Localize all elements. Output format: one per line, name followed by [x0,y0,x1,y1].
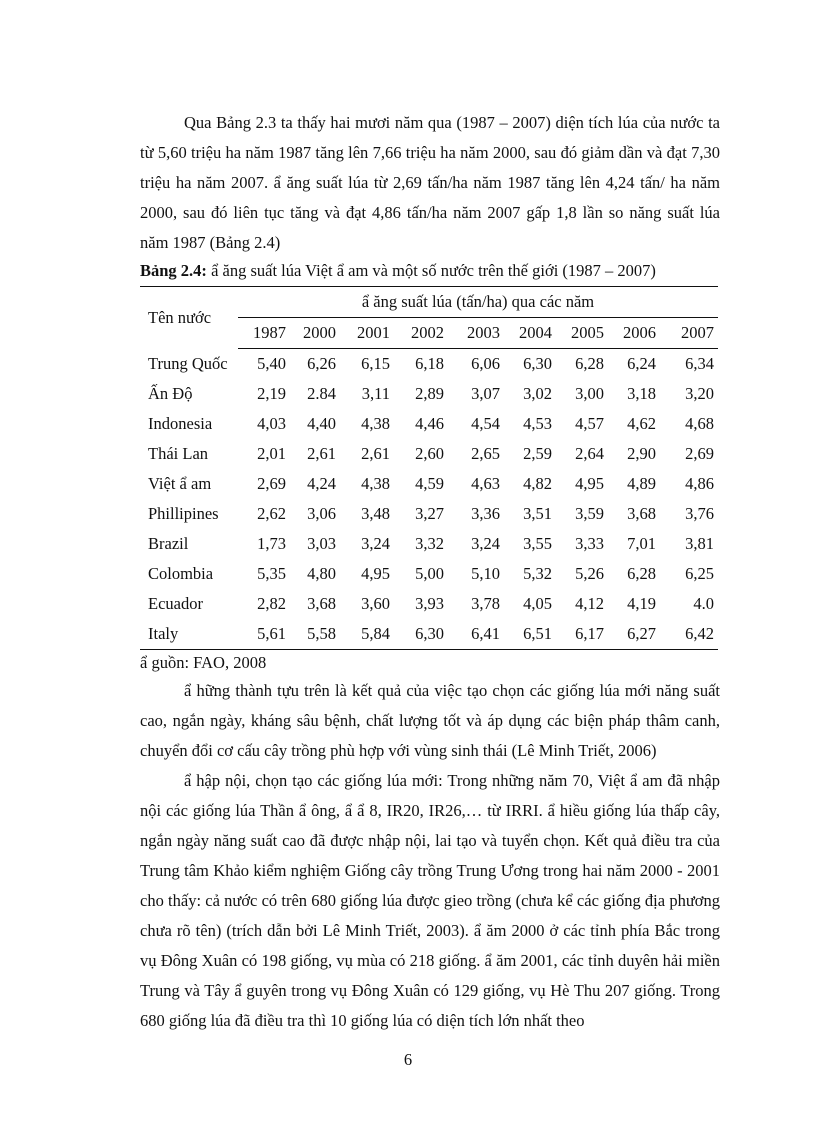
yield-cell: 2,61 [361,444,390,463]
yield-cell: 4,40 [307,414,336,433]
yield-cell: 3,20 [685,384,714,403]
table-row [140,499,718,529]
country-cell: Colombia [148,564,214,583]
yield-cell: 4,53 [523,414,552,433]
yield-cell: 4,62 [627,414,656,433]
yield-cell: 6,41 [448,619,504,650]
yield-cell: 6,28 [575,354,604,373]
yield-cell: 2,90 [627,444,656,463]
yield-cell: 3,06 [307,504,336,523]
yield-cell: 4,82 [523,474,552,493]
yield-cell: 6,18 [415,354,444,373]
yield-cell: 3,81 [685,534,714,553]
yield-cell: 3,55 [523,534,552,553]
table-row [140,409,718,439]
yield-cell: 6,17 [556,619,608,650]
yield-cell: 2,69 [685,444,714,463]
yield-cell: 2,82 [257,594,286,613]
table-row [140,439,718,469]
yield-cell: 4,59 [415,474,444,493]
country-cell: Thái Lan [148,444,209,463]
yield-cell: 3,68 [307,594,336,613]
yield-cell: 3,93 [415,594,444,613]
year-header: 2003 [448,318,504,349]
yield-cell: 4,38 [361,414,390,433]
yield-cell: 6,24 [627,354,656,373]
yield-cell: 4,38 [361,474,390,493]
table-source: ẩ guồn: FAO, 2008 [140,653,267,672]
yield-cell: 3,02 [523,384,552,403]
yield-cell: 3,36 [471,504,500,523]
yield-cell: 5,32 [523,564,552,583]
yield-cell: 2,60 [415,444,444,463]
page-body [140,108,720,1036]
yield-cell: 4,57 [575,414,604,433]
yield-cell: 4.0 [693,594,714,613]
table-caption-label: Bảng 2.4: [140,261,207,280]
yield-cell: 3,48 [361,504,390,523]
yield-cell: 5,26 [575,564,604,583]
yield-cell: 4,19 [627,594,656,613]
year-header: 2005 [556,318,608,349]
yield-cell: 5,40 [257,354,286,373]
table-row [140,619,718,650]
yield-table [140,286,718,650]
year-header: 2000 [290,318,340,349]
table-caption-text: ẩ ăng suất lúa Việt ẩ am và một số nước trên thế giới (1987 – 2007) [206,261,656,280]
yield-cell: 5,10 [471,564,500,583]
table-row [140,559,718,589]
yield-cell: 2,61 [307,444,336,463]
country-cell: Indonesia [148,414,213,433]
country-cell: Việt ẩ am [148,474,212,493]
yield-cell: 2,64 [575,444,604,463]
yield-cell: 4,89 [627,474,656,493]
year-header: 2007 [660,318,718,349]
table-caption [140,258,720,284]
yield-cell: 6,27 [608,619,660,650]
country-cell: Phillipines [148,504,219,523]
yield-cell: 1,73 [257,534,286,553]
yield-cell: 3,00 [575,384,604,403]
yield-cell: 3,76 [685,504,714,523]
yield-cell: 3,24 [471,534,500,553]
year-header: 1987 [238,318,290,349]
yield-cell: 3,68 [627,504,656,523]
paragraph-import: ẩ hập nội, chọn tạo các giống lúa mới: Trong những năm 70, Việt ẩ am đã nhập nội các giống lúa Thần ẩ ông, ẩ ẩ 8, IR20, IR26,… từ IRRI. ẩ hiều giống lúa thấp cây, ngắn ngày năng suất cao đã được nhập nội, lai tạo và tuyển chọn. Kết quả điều tra của Trung tâm Khảo kiểm nghiệm Giống cây trồng Trung Ương trong hai năm 2000 - 2001 cho thấy: cả nước có trên 680 giống lúa được gieo trồng (chưa kể các giống địa phương chưa rõ tên) (trích dẫn bởi Lê Minh Triết, 2003). ẩ ăm 2000 ở các tỉnh phía Bắc trong vụ Đông Xuân có 198 giống, vụ mùa có 218 giống. ẩ ăm 2001, các tỉnh duyên hải miền Trung và Tây ẩ guyên trong vụ Đông Xuân có 129 giống, vụ Hè Thu 207 giống. Trong 680 giống lúa đã điều tra thì 10 giống lúa có diện tích lớn nhất theo [140,771,720,1030]
yield-cell: 3,11 [361,384,390,403]
yield-cell: 3,51 [523,504,552,523]
yield-cell: 5,00 [415,564,444,583]
yield-cell: 5,58 [290,619,340,650]
yield-cell: 4,80 [307,564,336,583]
country-cell: Ấn Độ [148,384,193,403]
yield-cell: 2,19 [257,384,286,403]
yield-cell: 4,95 [361,564,390,583]
yield-cell: 3,03 [307,534,336,553]
yield-cell: 3,24 [361,534,390,553]
yield-cell: 2,01 [257,444,286,463]
yield-cell: 6,30 [394,619,448,650]
column-header-country: Tên nước [140,287,238,349]
column-header-group: ẩ ăng suất lúa (tấn/ha) qua các năm [238,287,718,318]
year-header: 2006 [608,318,660,349]
yield-cell: 3,33 [575,534,604,553]
yield-cell: 3,78 [471,594,500,613]
table-row [140,379,718,409]
year-header: 2001 [340,318,394,349]
table-row [140,529,718,559]
country-cell: Brazil [148,534,189,553]
yield-cell: 6,51 [504,619,556,650]
yield-cell: 4,63 [471,474,500,493]
table-header-row [140,287,718,318]
table-body [140,349,718,650]
yield-cell: 4,03 [257,414,286,433]
yield-cell: 4,05 [523,594,552,613]
yield-cell: 6,28 [627,564,656,583]
paragraph-achievements: ẩ hững thành tựu trên là kết quả của việc tạo chọn các giống lúa mới năng suất cao, ngắn ngày, kháng sâu bệnh, chất lượng tốt và áp dụng các biện pháp thâm canh, chuyển đổi cơ cấu cây trồng phù hợp với vùng sinh thái (Lê Minh Triết, 2006) [140,681,720,760]
year-header: 2004 [504,318,556,349]
yield-cell: 3,18 [627,384,656,403]
yield-cell: 4,95 [575,474,604,493]
yield-cell: 2,62 [257,504,286,523]
yield-cell: 4,68 [685,414,714,433]
yield-cell: 2,65 [471,444,500,463]
yield-cell: 6,26 [307,354,336,373]
yield-cell: 4,86 [685,474,714,493]
yield-cell: 3,59 [575,504,604,523]
yield-cell: 6,06 [471,354,500,373]
yield-cell: 5,35 [257,564,286,583]
yield-cell: 5,61 [238,619,290,650]
country-cell: Italy [140,619,238,650]
table-row [140,349,718,380]
yield-cell: 5,84 [340,619,394,650]
yield-cell: 2,59 [523,444,552,463]
yield-cell: 3,60 [361,594,390,613]
yield-cell: 3,27 [415,504,444,523]
paragraph-intro: Qua Bảng 2.3 ta thấy hai mươi năm qua (1987 – 2007) diện tích lúa của nước ta từ 5,60 triệu ha năm 1987 tăng lên 7,66 triệu ha năm 2000, sau đó giảm dần và đạt 7,30 triệu ha năm 2007. ẩ ăng suất lúa từ 2,69 tấn/ha năm 1987 tăng lên 4,24 tấn/ ha năm 2000, sau đó liên tục tăng và đạt 4,86 tấn/ha năm 2007 gấp 1,8 lần so năng suất lúa năm 1987 (Bảng 2.4) [140,113,720,252]
table-row [140,589,718,619]
yield-cell: 2.84 [307,384,336,403]
page-number: 6 [403,1050,413,1069]
yield-cell: 4,54 [471,414,500,433]
yield-cell: 6,42 [660,619,718,650]
yield-cell: 7,01 [627,534,656,553]
yield-cell: 6,30 [523,354,552,373]
yield-cell: 6,25 [685,564,714,583]
yield-cell: 4,46 [415,414,444,433]
country-cell: Ecuador [148,594,203,613]
yield-cell: 6,15 [361,354,390,373]
yield-cell: 4,12 [575,594,604,613]
country-cell: Trung Quốc [148,353,228,373]
yield-cell: 2,89 [415,384,444,403]
yield-cell: 6,34 [685,354,714,373]
yield-cell: 3,07 [471,384,500,403]
year-header: 2002 [394,318,448,349]
yield-cell: 2,69 [257,474,286,493]
yield-cell: 3,32 [415,534,444,553]
yield-cell: 4,24 [307,474,336,493]
table-row [140,469,718,499]
